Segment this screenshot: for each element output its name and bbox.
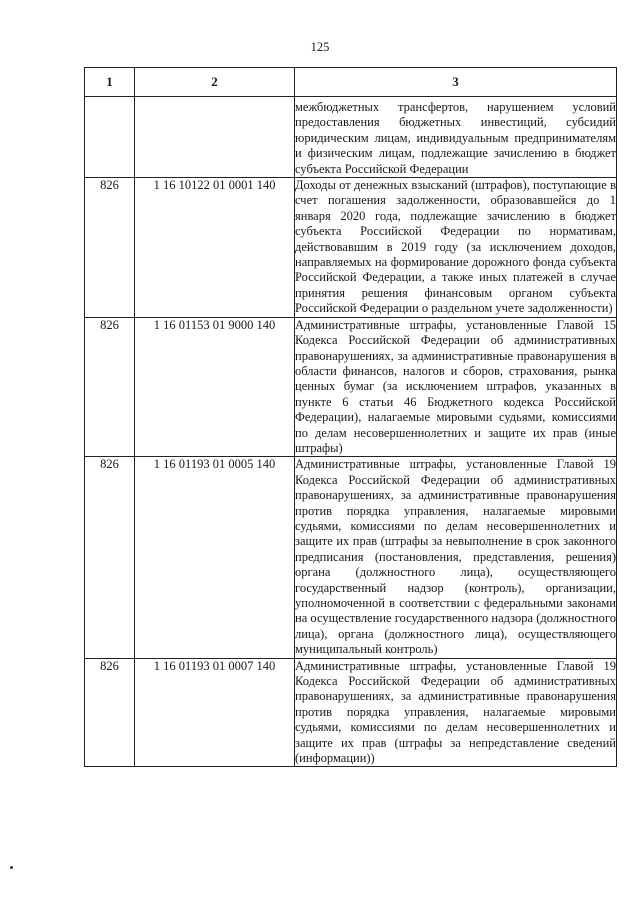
budget-code-cell: 1 16 10122 01 0001 140	[135, 178, 295, 318]
description-cell: Доходы от денежных взысканий (штрафов), поступающие в счет погашения задолженности, образовавшейся до 1 января 2020 года, подлежащие зачислению в бюджет субъекта Российской Федерации по нормативам, действовавшим в 2019 году (за исключением доходов, направляемых на формирование дорожного фонда субъекта Российской Федерации, а также иных платежей в случае принятия решения финансовым органом субъекта Российской Федерации о раздельном учете задолженности)	[295, 178, 616, 316]
scan-artifact-dot	[10, 866, 13, 869]
admin-code-cell: 826	[85, 457, 135, 658]
budget-code-cell: 1 16 01193 01 0005 140	[135, 457, 295, 658]
budget-code-cell: 1 16 01153 01 9000 140	[135, 317, 295, 457]
budget-code-cell: 1 16 01193 01 0007 140	[135, 658, 295, 767]
column-header-admin: 1	[85, 68, 135, 97]
column-header-description: 3	[295, 68, 617, 97]
table-row	[85, 317, 617, 457]
budget-classification-table	[84, 67, 617, 767]
description-cell: Административные штрафы, установленные Главой 19 Кодекса Российской Федерации об административных правонарушениях, за административные правонарушения против порядка управления, налагаемые мировыми судьями, комиссиями по делам несовершеннолетних и защите их прав (штрафы за непредставление сведений (информации))	[295, 658, 616, 766]
description-cell: Административные штрафы, установленные Главой 15 Кодекса Российской Федерации об административных правонарушениях, за административные правонарушения в области финансов, налогов и сборов, страхования, рынка ценных бумаг (за исключением штрафов, указанных в пункте 6 статьи 46 Бюджетного кодекса Российской Федерации), налагаемые мировыми судьями, комиссиями по делам несовершеннолетних и защите их прав (иные штрафы)	[295, 317, 616, 455]
table-header-row	[85, 68, 617, 97]
budget-code-cell	[135, 97, 295, 178]
admin-code-cell: 826	[85, 178, 135, 318]
column-header-code: 2	[135, 68, 295, 97]
table-row	[85, 178, 617, 318]
table-row	[85, 658, 617, 767]
page-number: 125	[310, 40, 330, 54]
admin-code-cell	[85, 97, 135, 178]
description-cell: Административные штрафы, установленные Главой 19 Кодекса Российской Федерации об административных правонарушениях, за административные правонарушения против порядка управления, налагаемые мировыми судьями, комиссиями по делам несовершеннолетних и защите их прав (штрафы за невыполнение в срок законного предписания (постановления, представления, решения) органа (должностного лица), осуществляющего государственный надзор (контроль), организации, уполномоченной в соответствии с федеральными законами на осуществление государственного надзора (должностного лица), органа (должностного лица), осуществляющего муниципальный контроль)	[295, 457, 616, 657]
admin-code-cell: 826	[85, 317, 135, 457]
admin-code-cell: 826	[85, 658, 135, 767]
description-cell: межбюджетных трансфертов, нарушением условий предоставления бюджетных инвестиций, субсидий юридическим лицам, индивидуальным предпринимателям и физическим лицам, подлежащие зачислению в бюджет субъекта Российской Федерации	[295, 97, 617, 178]
table-row	[85, 457, 617, 658]
table-row	[85, 97, 617, 178]
